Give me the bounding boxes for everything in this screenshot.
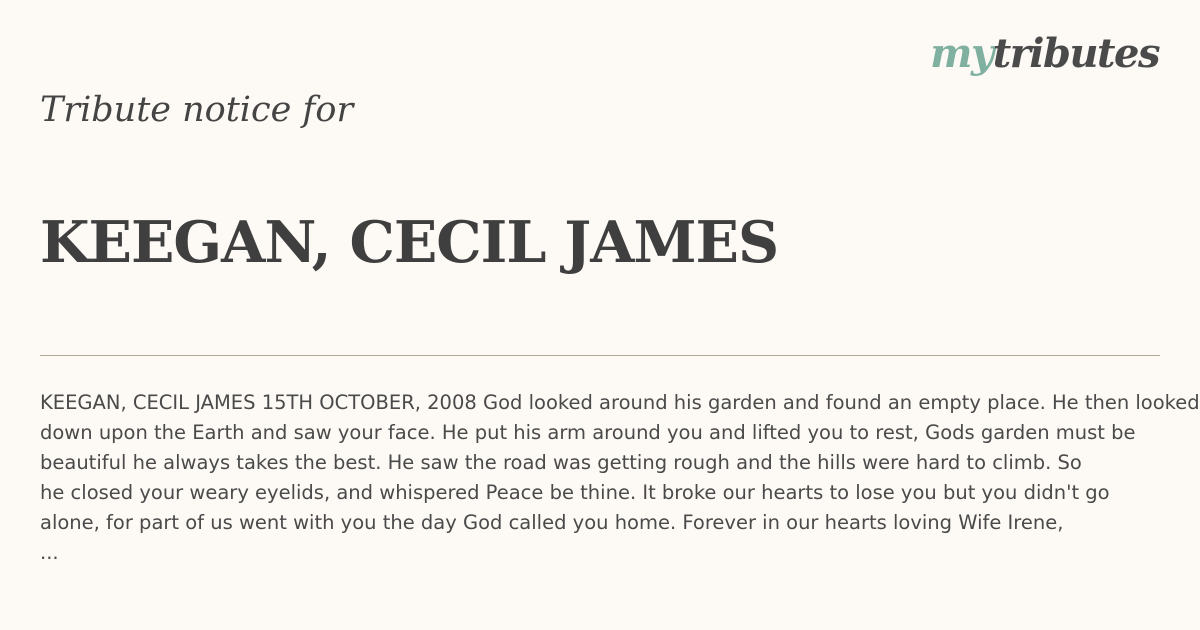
notice-line: alone, for part of us went with you the day God called you home. Forever in our hearts loving Wife Irene, [40,511,1064,534]
notice-line: he closed your weary eyelids, and whispered Peace be thine. It broke our hearts to lose you but you didn't go [40,481,1110,504]
notice-line: KEEGAN, CECIL JAMES 15TH OCTOBER, 2008 God looked around his garden and found an empty place. He then looked [40,391,1200,414]
notice-ellipsis: ... [40,541,59,564]
notice-line: down upon the Earth and saw your face. He put his arm around you and lifted you to rest, Gods garden must be [40,421,1136,444]
notice-line: beautiful he always takes the best. He saw the road was getting rough and the hills were hard to climb. So [40,451,1082,474]
deceased-name: KEEGAN, CECIL JAMES [40,209,779,276]
logo-my: my [930,30,993,77]
tribute-notice-kicker: Tribute notice for [40,90,354,130]
mytributes-logo[interactable] [930,30,1159,77]
logo-tributes: tributes [992,30,1159,77]
notice-text [40,388,1200,568]
divider [40,355,1160,356]
